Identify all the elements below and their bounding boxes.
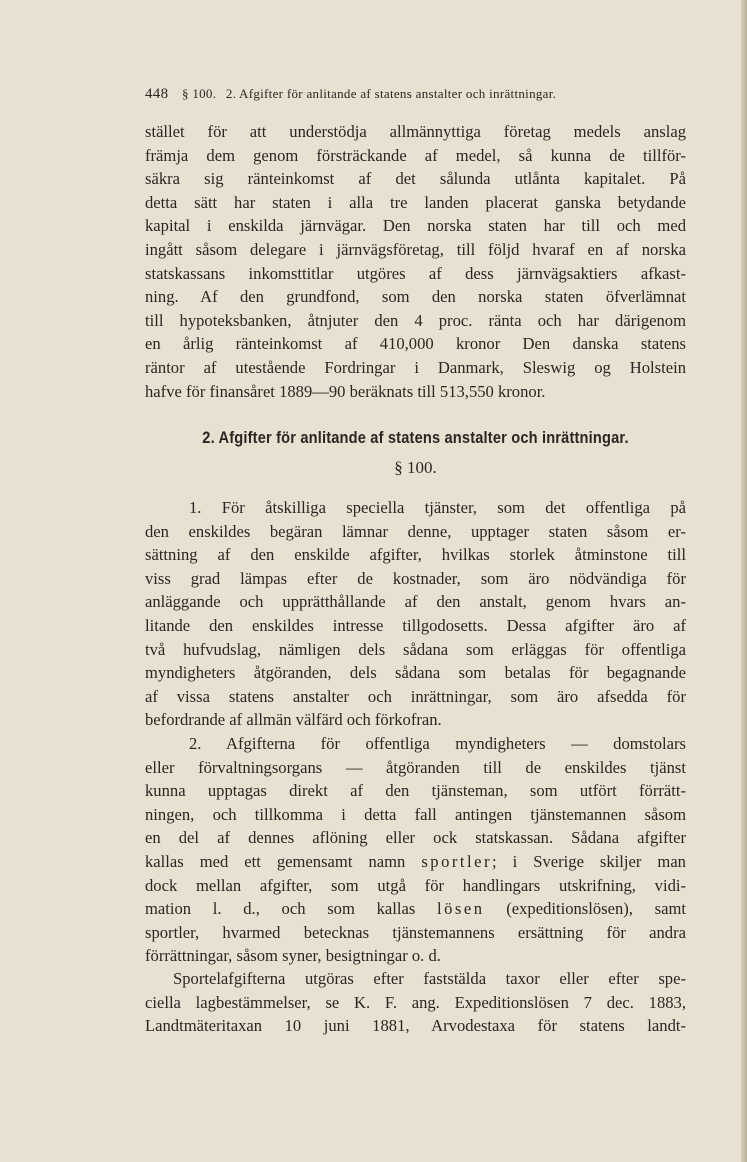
text-line: myndigheters åtgöranden, dels sådana som betalas för begagnande xyxy=(145,663,686,683)
text-line: en del af dennes aflöning eller ock statskassan. Sådana afgifter xyxy=(145,828,686,848)
text-line: till hypoteksbanken, åtnjuter den 4 proc. ränta och har därigenom xyxy=(145,310,686,330)
text-line: 1. För åtskilliga speciella tjänster, som det offentliga på xyxy=(189,498,686,517)
paragraph-3 xyxy=(145,967,686,1038)
text-line: dock mellan afgifter, som utgå för handlingars utskrifning, vidi- xyxy=(145,875,686,895)
text-line: af vissa statens anstalter och inrättningar, som äro afsedda för xyxy=(145,686,686,706)
text-line: detta sätt har staten i alla tre landen placerat ganska betydande xyxy=(145,192,686,212)
spaced-term: lösen xyxy=(436,899,485,919)
text-line: ciella lagbestämmelser, se K. F. ang. Expeditionslösen 7 dec. 1883, xyxy=(145,992,686,1012)
intro-paragraph xyxy=(145,120,686,403)
running-head xyxy=(145,86,665,103)
text-line: litande den enskildes intresse tillgodosetts. Dessa afgifter äro af xyxy=(145,615,686,635)
text-line: kunna upptagas direkt af den tjänsteman, som utfört förrätt- xyxy=(145,781,686,801)
paragraph-1 xyxy=(145,496,686,732)
text-line: hafve för finansåret 1889—90 beräknats till 513,550 kronor. xyxy=(145,381,546,401)
text-fragment: ; i Sverige skiljer man xyxy=(492,851,686,871)
paragraph-number: § 100. xyxy=(394,458,437,477)
text-line: ning. Af den grundfond, som den norska staten öfverlämnat xyxy=(145,287,686,307)
text-line: en årlig ränteinkomst af 410,000 kronor Den danska statens xyxy=(145,334,686,354)
text-line: främja dem genom försträckande af medel, så kunna de tillför- xyxy=(145,145,686,165)
running-head-section: § 100. xyxy=(181,86,217,101)
text-line: ningen, och tillkomma i detta fall antingen tjänstemannen såsom xyxy=(145,804,686,824)
text-line: Sportelafgifterna utgöras efter faststälda taxor eller efter spe- xyxy=(173,969,686,988)
text-line: 2. Afgifterna för offentliga myndigheters — domstolars xyxy=(189,734,686,753)
text-line: eller förvaltningsorgans — åtgöranden till de enskildes tjänst xyxy=(145,757,686,777)
text-line: kapital i enskilda järnvägar. Den norska staten har till och med xyxy=(145,216,686,236)
page-number: 448 xyxy=(145,86,169,102)
text-line: ingått såsom delegare i järnvägsföretag, till följd hvaraf en af norska xyxy=(145,239,686,259)
running-head-title: 2. Afgifter för anlitande af statens anstalter och inrättningar. xyxy=(225,86,557,101)
text-line: säkra sig ränteinkomst af det sålunda utlånta kapitalet. På xyxy=(145,169,686,189)
text-line: Landtmäteritaxan 10 juni 1881, Arvodestaxa för statens landt- xyxy=(145,1016,686,1036)
page-edge xyxy=(741,0,747,1162)
text-line: statskassans inkomsttitlar utgöres af dess järnvägsaktiers afkast- xyxy=(145,263,686,283)
text-fragment: kallas med ett gemensamt namn xyxy=(145,851,422,871)
text-line xyxy=(145,850,686,874)
text-fragment: (expeditionslösen), samt xyxy=(484,899,686,919)
section-heading: 2. Afgifter för anlitande af statens anstalter och inrättningar. xyxy=(202,428,629,447)
paragraph-2 xyxy=(145,732,686,968)
text-line: anläggande och upprätthållande af den anstalt, genom hvars an- xyxy=(145,592,686,612)
text-line: den enskildes begäran lämnar denne, upptager staten såsom er- xyxy=(145,521,686,541)
text-line: viss grad lämpas efter de kostnader, som äro nödvändiga för xyxy=(145,568,686,588)
text-line: befordrande af allmän välfärd och förkofran. xyxy=(145,710,442,730)
text-fragment: mation l. d., och som kallas xyxy=(145,899,437,919)
text-line: sportler, hvarmed betecknas tjänstemannens ersättning för andra xyxy=(145,922,686,942)
text-line: sättning af den enskilde afgifter, hvilkas storlek åtminstone till xyxy=(145,545,686,565)
text-line: förrättningar, såsom syner, besigtningar o. d. xyxy=(145,946,441,966)
text-line: två hufvudslag, nämligen dels sådana som erläggas för offentliga xyxy=(145,639,686,659)
text-line: stället för att understödja allmännyttiga företag medels anslag xyxy=(145,122,686,141)
spaced-term: sportler xyxy=(421,851,493,871)
text-line: räntor af utestående Fordringar i Danmark, Sleswig og Holstein xyxy=(145,357,686,377)
text-line xyxy=(145,897,686,921)
